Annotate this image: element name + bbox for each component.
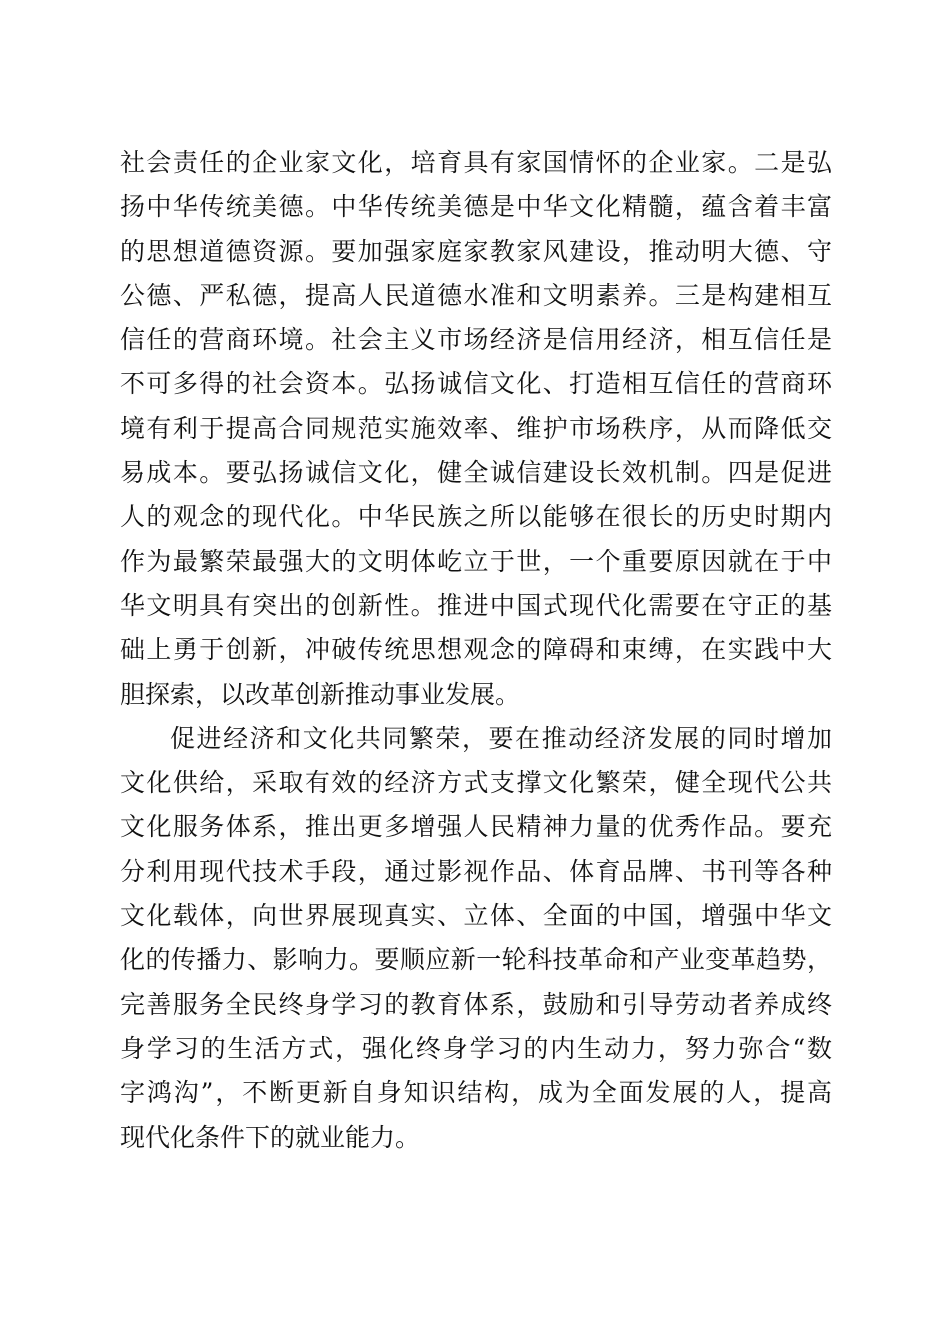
text-line: 社会责任的企业家文化，培育具有家国情怀的企业家。二是弘 [120,148,832,177]
text-line: 促进经济和文化共同繁荣，要在推动经济发展的同时增加 [170,723,832,753]
text-line: 现代化条件下的就业能力。 [120,1122,421,1152]
text-line: 扬中华传统美德。中华传统美德是中华文化精髓，蕴含着丰富 [120,192,832,222]
text-line: 不可多得的社会资本。弘扬诚信文化、打造相互信任的营商环 [120,369,832,399]
paragraph-2 [120,717,832,1160]
text-line: 信任的营商环境。社会主义市场经济是信用经济，相互信任是 [120,325,832,355]
text-line: 的思想道德资源。要加强家庭家教家风建设，推动明大德、守 [120,236,832,266]
text-line: 身学习的生活方式，强化终身学习的内生动力，努力弥合“数 [120,1033,832,1063]
text-line: 字鸿沟”，不断更新自身知识结构，成为全面发展的人，提高 [120,1078,832,1108]
text-line: 胆探索，以改革创新推动事业发展。 [120,679,521,709]
text-line: 公德、严私德，提高人民道德水准和文明素养。三是构建相互 [120,280,832,310]
text-line: 易成本。要弘扬诚信文化，健全诚信建设长效机制。四是促进 [120,458,832,488]
body-text [120,141,832,1160]
text-line: 分利用现代技术手段，通过影视作品、体育品牌、书刊等各种 [120,856,832,886]
text-line: 文化供给，采取有效的经济方式支撑文化繁荣，健全现代公共 [120,768,832,798]
text-line: 化的传播力、影响力。要顺应新一轮科技革命和产业变革趋势， [120,945,832,975]
text-line: 华文明具有突出的创新性。推进中国式现代化需要在守正的基 [120,590,832,620]
text-line: 文化载体，向世界展现真实、立体、全面的中国，增强中华文 [120,901,832,931]
text-line: 境有利于提高合同规范实施效率、维护市场秩序，从而降低交 [120,413,832,443]
text-line: 完善服务全民终身学习的教育体系，鼓励和引导劳动者养成终 [120,989,832,1019]
text-line: 人的观念的现代化。中华民族之所以能够在很长的历史时期内 [120,502,832,532]
text-line: 作为最繁荣最强大的文明体屹立于世，一个重要原因就在于中 [120,546,832,576]
paragraph-1 [120,141,832,717]
text-line: 础上勇于创新，冲破传统思想观念的障碍和束缚，在实践中大 [120,635,832,665]
text-line: 文化服务体系，推出更多增强人民精神力量的优秀作品。要充 [120,812,832,842]
